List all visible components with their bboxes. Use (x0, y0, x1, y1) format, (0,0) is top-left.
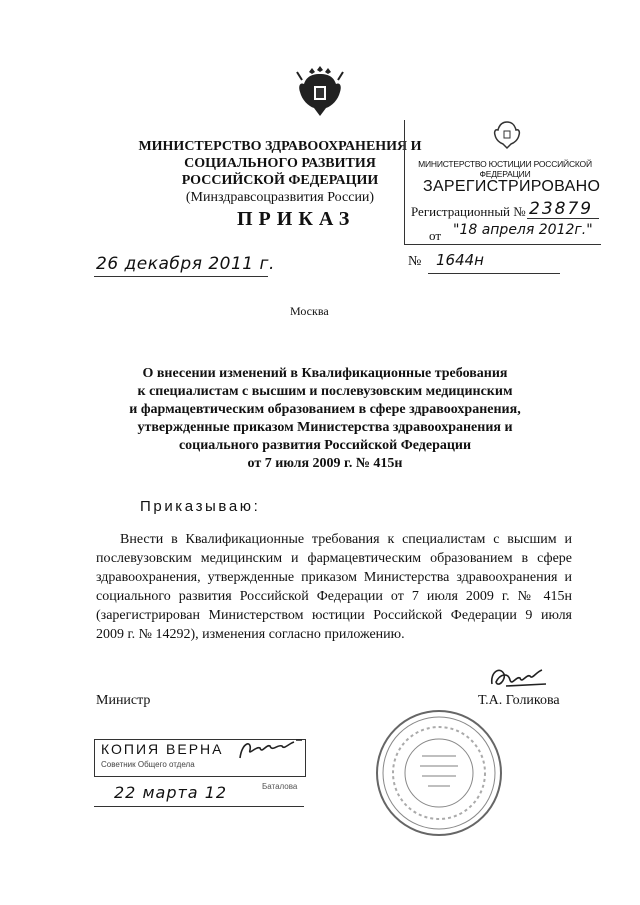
handwritten-signature-icon (486, 662, 552, 696)
order-body-text: Внести в Квалификационные требования к специалистам с высшим и послевузовским медицинским и фармацевтическим образованием в сфере здравоохранения, утвержденные приказом Министерства здравоохранения и социального развития Российской Федерации от 7 июля 2009 г. № 415н (зарегистрирован Министерством юстиции Российской Федерации 9 июля 2009 г. № 14292), изменения согласно приложению. (96, 532, 572, 642)
order-number-value: 1644н (436, 251, 484, 269)
registration-stamp (404, 120, 601, 245)
registration-number-underline (527, 218, 599, 219)
registration-date-value: "18 апреля 2012г." (453, 222, 593, 238)
registration-number-label: Регистрационный № (411, 204, 526, 219)
order-date: 26 декабря 2011 г. (96, 254, 275, 274)
registration-date-label: от (429, 228, 442, 243)
order-number-underline (428, 273, 560, 274)
heading-line: О внесении изменений в Квалификационные требования (142, 366, 508, 381)
heading-line: от 7 июля 2009 г. № 415н (247, 456, 403, 471)
heading-line: и фармацевтическим образованием в сфере здравоохранения, (129, 402, 521, 417)
copy-signature-icon (236, 734, 306, 766)
copy-stamp-corner-text: Баталова (262, 782, 298, 791)
order-city: Москва (290, 304, 329, 318)
order-title: ПРИКАЗ (237, 208, 356, 230)
heading-line: к специалистам с высшим и послевузовским медицинским (137, 384, 513, 399)
ministry-name-line1: МИНИСТЕРСТВО ЗДРАВООХРАНЕНИЯ И СОЦИАЛЬНОГО РАЗВИТИЯ (138, 139, 422, 171)
coat-of-arms-icon (296, 62, 344, 120)
copy-date-underline (94, 806, 304, 807)
signatory-position: Министр (96, 693, 151, 708)
order-heading (96, 365, 554, 473)
stamp-ministry-name: МИНИСТЕРСТВО ЮСТИЦИИ РОССИЙСКОЙ ФЕДЕРАЦИИ (418, 159, 592, 179)
registration-number-value: 23879 (529, 199, 594, 219)
copy-stamp-title: КОПИЯ ВЕРНА (101, 741, 224, 757)
round-seal-icon (372, 706, 506, 840)
heading-line: социального развития Российской Федерации (178, 438, 472, 453)
stamp-emblem-icon (493, 120, 521, 150)
heading-line: утвержденные приказом Министерства здравоохранения и (137, 420, 513, 435)
copy-stamp-subtitle: Советник Общего отдела (101, 760, 195, 769)
ministry-name-line2: РОССИЙСКОЙ ФЕДЕРАЦИИ (181, 173, 379, 188)
order-date-underline (94, 276, 268, 277)
stamp-title: ЗАРЕГИСТРИРОВАНО (423, 178, 601, 195)
copy-stamp-date: 22 марта 12 (114, 783, 228, 802)
decree-word: Приказываю: (140, 498, 261, 515)
signatory-name: Т.А. Голикова (478, 693, 560, 708)
ministry-short-name: (Минздравсоцразвития России) (185, 190, 375, 205)
order-number-label: № (408, 254, 422, 269)
